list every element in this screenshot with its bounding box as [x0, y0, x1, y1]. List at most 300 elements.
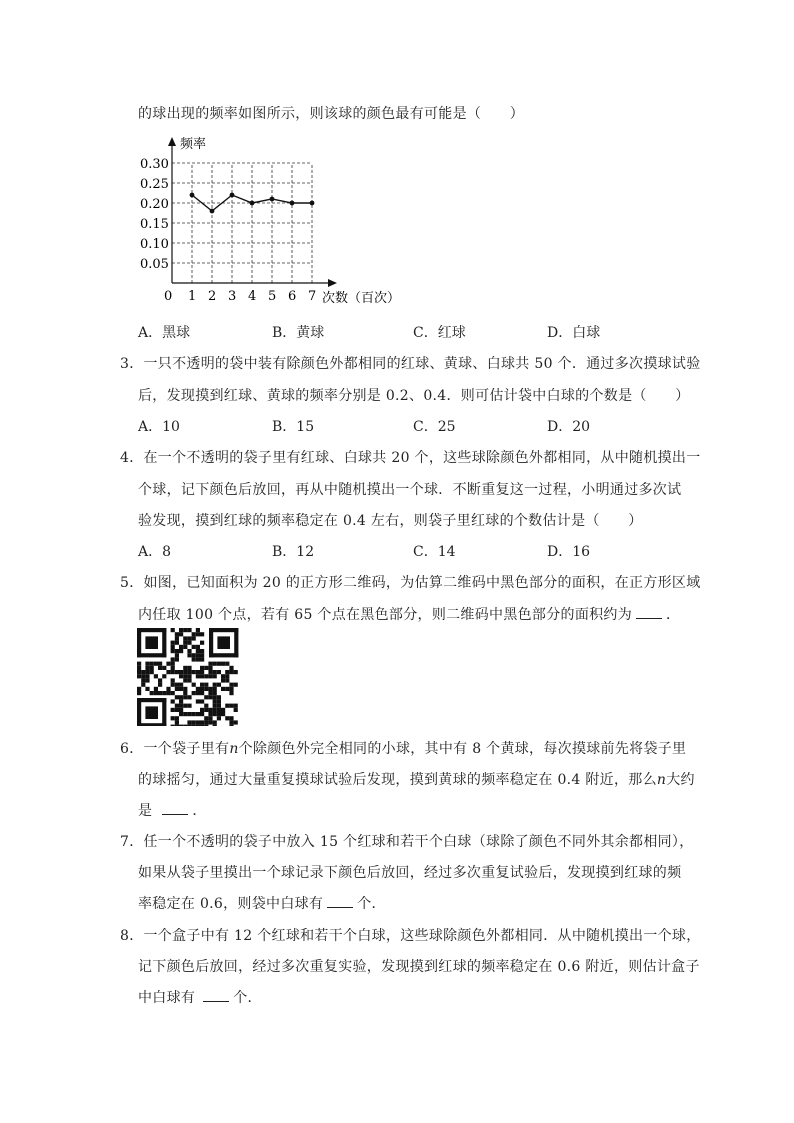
qr-finder — [209, 628, 213, 657]
qr-module — [183, 725, 187, 726]
qr-module — [192, 691, 196, 695]
q7-line3-end: 个． — [357, 896, 386, 912]
qr-module — [196, 645, 200, 649]
qr-module — [217, 662, 221, 666]
q6-line1-text: 6．一个袋子里有 — [120, 741, 230, 757]
qr-module — [137, 666, 141, 670]
qr-module — [171, 691, 175, 695]
qr-module — [221, 712, 225, 716]
q2-option-a: A．黑球 — [138, 325, 191, 341]
qr-module — [158, 678, 162, 682]
qr-module — [171, 641, 175, 645]
qr-module — [208, 670, 212, 674]
q8-line2: 记下颜色后放回，经过多次重复实验，发现摸到红球的频率稳定在 0.6 附近，则估计盒子 — [138, 959, 700, 975]
qr-finder — [137, 698, 141, 726]
qr-module — [208, 708, 212, 712]
x-tick-label: 5 — [268, 289, 277, 304]
qr-module — [221, 674, 225, 678]
data-point — [250, 201, 255, 206]
q5-line2 — [138, 604, 680, 624]
qr-module — [200, 657, 204, 661]
q3-option-b: B．15 — [272, 419, 315, 435]
qr-module — [179, 649, 183, 653]
qr-module — [154, 674, 158, 678]
qr-module — [217, 712, 221, 716]
answer-blank — [636, 606, 662, 619]
qr-module — [145, 674, 149, 678]
qr-module — [217, 699, 221, 703]
qr-module — [229, 725, 233, 726]
q6-variable-n: n — [656, 772, 667, 788]
qr-module — [196, 712, 200, 716]
qr-module — [162, 666, 166, 670]
qr-module — [192, 712, 196, 716]
qr-module — [158, 691, 162, 695]
qr-module — [179, 628, 183, 632]
data-point — [270, 197, 275, 202]
q4-option-a: A．8 — [138, 544, 172, 560]
qr-module — [200, 670, 204, 674]
qr-module — [217, 695, 221, 699]
qr-module — [175, 716, 179, 720]
qr-module — [208, 720, 212, 724]
qr-module — [213, 683, 217, 687]
qr-module — [166, 691, 170, 695]
qr-module — [171, 683, 175, 687]
qr-module — [187, 666, 191, 670]
qr-module — [200, 683, 204, 687]
qr-module — [179, 695, 183, 699]
qr-module — [200, 687, 204, 691]
qr-module — [137, 662, 141, 666]
qr-module — [179, 712, 183, 716]
qr-module — [187, 725, 191, 726]
qr-module — [166, 687, 170, 691]
x-tick-label: 4 — [248, 289, 257, 304]
qr-module — [171, 670, 175, 674]
qr-module — [141, 678, 145, 682]
qr-module — [196, 674, 200, 678]
qr-module — [183, 636, 187, 640]
qr-module — [221, 662, 225, 666]
qr-module — [217, 704, 221, 708]
qr-module — [204, 674, 208, 678]
q4-option-c: C．14 — [413, 544, 456, 560]
qr-module — [200, 666, 204, 670]
qr-module — [175, 657, 179, 661]
chart-ylabel: 频率 — [180, 137, 207, 152]
qr-finder — [137, 628, 141, 657]
x-tick-label: 6 — [288, 289, 297, 304]
qr-module — [183, 628, 187, 632]
qr-module — [192, 725, 196, 726]
qr-module — [196, 725, 200, 726]
q5-line2-text: 内任取 100 个点，若有 65 个点在黑色部分，则二维码中黑色部分的面积约为 — [138, 607, 633, 623]
qr-module — [196, 649, 200, 653]
qr-module — [229, 704, 233, 708]
q2-option-c: C．红球 — [413, 325, 466, 341]
qr-module — [179, 699, 183, 703]
qr-module — [141, 670, 145, 674]
qr-module — [192, 657, 196, 661]
qr-module — [154, 662, 158, 666]
qr-module — [187, 628, 191, 632]
y-tick-label: 0.30 — [140, 157, 169, 172]
q3-option-d: D．20 — [547, 419, 591, 435]
qr-module — [175, 632, 179, 636]
qr-module — [183, 691, 187, 695]
qr-module — [196, 670, 200, 674]
data-point — [230, 193, 235, 198]
qr-module — [213, 708, 217, 712]
qr-module — [171, 678, 175, 682]
y-axis-arrow — [168, 137, 176, 146]
qr-finder — [234, 628, 238, 657]
x-axis-arrow — [328, 279, 337, 287]
qr-module — [208, 674, 212, 678]
qr-finder — [162, 628, 166, 657]
q6-line2 — [138, 769, 695, 789]
qr-module — [213, 712, 217, 716]
qr-module — [183, 695, 187, 699]
qr-module — [137, 687, 141, 691]
q2-option-b: B．黄球 — [272, 325, 325, 341]
qr-module — [229, 716, 233, 720]
qr-module — [213, 695, 217, 699]
qr-module — [187, 636, 191, 640]
qr-module — [150, 662, 154, 666]
q8-line3 — [138, 987, 262, 1007]
qr-module — [229, 720, 233, 724]
qr-module — [192, 632, 196, 636]
qr-module — [204, 683, 208, 687]
q6-line3-end: ． — [192, 803, 207, 819]
qr-module — [175, 670, 179, 674]
qr-module — [187, 641, 191, 645]
qr-module — [187, 674, 191, 678]
qr-module — [137, 670, 141, 674]
qr-module — [179, 632, 183, 636]
q6-line3-text: 是 — [138, 803, 153, 819]
qr-module — [204, 725, 208, 726]
frequency-line-chart — [132, 130, 422, 310]
qr-module — [234, 708, 238, 712]
chart-grid — [172, 163, 312, 283]
q4-line3: 验发现，摸到红球的频率稳定在 0.4 左右，则袋子里红球的个数估计是（ ） — [138, 513, 643, 529]
chart-xlabel: 次数（百次） — [322, 291, 401, 306]
qr-module — [196, 653, 200, 657]
qr-module — [192, 720, 196, 724]
qr-module — [208, 712, 212, 716]
qr-module — [171, 645, 175, 649]
qr-module — [183, 687, 187, 691]
qr-module — [175, 687, 179, 691]
qr-module — [175, 636, 179, 640]
qr-module — [221, 678, 225, 682]
qr-module — [183, 645, 187, 649]
qr-module — [158, 683, 162, 687]
qr-module — [204, 708, 208, 712]
data-point — [190, 193, 195, 198]
qr-module — [141, 674, 145, 678]
data-point — [290, 201, 295, 206]
qr-finder — [145, 706, 158, 719]
qr-module — [171, 649, 175, 653]
q7-line1: 7．任一个不透明的袋子中放入 15 个红球和若干个白球（球除了颜色不同外其余都相同）， — [120, 834, 694, 850]
qr-module — [229, 683, 233, 687]
qr-module — [162, 674, 166, 678]
q6-line2-text: 的球摇匀，通过大量重复摸球试验后发现，摸到黄球的频率稳定在 0.4 附近，那么 — [138, 772, 657, 788]
qr-module — [213, 699, 217, 703]
qr-module — [183, 704, 187, 708]
qr-module — [225, 704, 229, 708]
qr-module — [183, 674, 187, 678]
qr-module — [183, 641, 187, 645]
qr-module — [225, 678, 229, 682]
qr-module — [171, 666, 175, 670]
qr-module — [179, 670, 183, 674]
qr-finder — [137, 628, 166, 632]
qr-module — [196, 699, 200, 703]
qr-module — [196, 657, 200, 661]
qr-module — [225, 674, 229, 678]
qr-module — [196, 720, 200, 724]
qr-module — [175, 704, 179, 708]
qr-module — [200, 720, 204, 724]
qr-module — [204, 720, 208, 724]
qr-module — [141, 683, 145, 687]
qr-module — [225, 716, 229, 720]
qr-module — [200, 653, 204, 657]
qr-module — [221, 708, 225, 712]
qr-module — [192, 653, 196, 657]
qr-module — [150, 666, 154, 670]
q6-line2-rest: 大约 — [666, 772, 695, 788]
qr-module — [166, 670, 170, 674]
qr-module — [213, 674, 217, 678]
qr-module — [175, 725, 179, 726]
qr-module — [229, 670, 233, 674]
qr-module — [171, 725, 175, 726]
qr-module — [192, 636, 196, 640]
qr-module — [171, 628, 175, 632]
q5-line1: 5．如图，已知面积为 20 的正方形二维码，为估算二维码中黑色部分的面积，在正方形区域 — [120, 575, 701, 591]
qr-module — [234, 704, 238, 708]
qr-module — [175, 653, 179, 657]
qr-module — [196, 628, 200, 632]
qr-module — [208, 662, 212, 666]
qr-module — [145, 687, 149, 691]
qr-module — [154, 691, 158, 695]
answer-blank — [162, 802, 188, 815]
qr-module — [192, 645, 196, 649]
qr-module — [213, 670, 217, 674]
qr-module — [204, 695, 208, 699]
q6-line1 — [120, 738, 686, 758]
qr-module — [187, 670, 191, 674]
q3-line2: 后，发现摸到红球、黄球的频率分别是 0.2、0.4．则可估计袋中白球的个数是（ ） — [138, 388, 690, 404]
qr-finder — [137, 698, 166, 702]
qr-module — [217, 716, 221, 720]
qr-module — [175, 720, 179, 724]
qr-module — [200, 649, 204, 653]
q8-line3-end: 个． — [233, 990, 262, 1006]
qr-finder — [137, 723, 166, 726]
q7-line2: 如果从袋子里摸出一个球记录下颜色后放回，经过多次重复试验后，发现摸到红球的频 — [138, 865, 682, 881]
qr-module — [200, 674, 204, 678]
qr-module — [229, 687, 233, 691]
answer-blank — [327, 895, 353, 908]
qr-module — [150, 691, 154, 695]
x-tick-label: 1 — [188, 289, 197, 304]
y-tick-label: 0.05 — [140, 257, 169, 272]
qr-module — [158, 666, 162, 670]
qr-finder — [162, 698, 166, 726]
y-tick-label: 0.10 — [140, 237, 169, 252]
qr-module — [183, 712, 187, 716]
qr-module — [200, 691, 204, 695]
qr-module — [217, 708, 221, 712]
qr-finder — [209, 628, 238, 632]
q3-line1: 3．一只不透明的袋中装有除颜色外都相同的红球、黄球、白球共 50 个．通过多次摸球试验 — [120, 356, 701, 372]
qr-module — [208, 716, 212, 720]
q8-line3-text: 中白球有 — [138, 990, 196, 1006]
qr-module — [187, 704, 191, 708]
qr-module — [179, 708, 183, 712]
qr-module — [137, 691, 141, 695]
qr-module — [187, 695, 191, 699]
q7-line3-text: 率稳定在 0.6，则袋中白球有 — [138, 896, 324, 912]
qr-module — [192, 683, 196, 687]
y-tick-label: 0.20 — [140, 197, 169, 212]
qr-module — [137, 674, 141, 678]
qr-module — [175, 683, 179, 687]
q4-option-b: B．12 — [272, 544, 315, 560]
qr-module — [192, 670, 196, 674]
qr-module — [225, 662, 229, 666]
qr-module — [200, 632, 204, 636]
q6-line3 — [138, 800, 207, 820]
qr-module — [158, 662, 162, 666]
qr-module — [187, 678, 191, 682]
q2-option-d: D．白球 — [547, 325, 601, 341]
qr-module — [234, 670, 238, 674]
qr-module — [204, 666, 208, 670]
qr-module — [150, 670, 154, 674]
qr-module — [175, 695, 179, 699]
y-tick-label: 0.15 — [140, 217, 169, 232]
qr-finder — [217, 636, 230, 649]
x-tick-label: 3 — [228, 289, 237, 304]
qr-module — [183, 666, 187, 670]
qr-module — [175, 649, 179, 653]
qr-module — [175, 641, 179, 645]
qr-module — [171, 716, 175, 720]
qr-module — [217, 683, 221, 687]
q7-line3 — [138, 893, 386, 913]
qr-module — [213, 691, 217, 695]
y-tick-label: 0.25 — [140, 177, 169, 192]
qr-module — [200, 712, 204, 716]
chart-tick-labels — [140, 157, 316, 304]
qr-module — [225, 670, 229, 674]
qr-module — [213, 662, 217, 666]
qr-module — [187, 720, 191, 724]
qr-module — [200, 699, 204, 703]
qr-module — [179, 704, 183, 708]
qr-module — [213, 704, 217, 708]
qr-module — [145, 662, 149, 666]
qr-module — [171, 708, 175, 712]
qr-module — [234, 683, 238, 687]
qr-module — [204, 704, 208, 708]
qr-module — [196, 632, 200, 636]
qr-module — [213, 720, 217, 724]
x-tick-label: 7 — [308, 289, 317, 304]
qr-module — [179, 674, 183, 678]
qr-module — [221, 687, 225, 691]
qr-module — [204, 687, 208, 691]
qr-code-image — [137, 628, 239, 726]
q4-line1: 4．在一个不透明的袋子里有红球、白球共 20 个，这些球除颜色外都相同，从中随机摸出一 — [120, 450, 701, 466]
qr-module — [179, 683, 183, 687]
q2-text: 的球出现的频率如图所示，则该球的颜色最有可能是（ ） — [138, 106, 525, 122]
qr-module — [183, 678, 187, 682]
qr-module — [225, 687, 229, 691]
qr-finder — [209, 653, 238, 657]
q3-option-a: A．10 — [138, 419, 180, 435]
data-point — [210, 209, 215, 214]
qr-module — [208, 691, 212, 695]
qr-module — [145, 670, 149, 674]
qr-module — [229, 691, 233, 695]
qr-module — [196, 687, 200, 691]
qr-module — [179, 725, 183, 726]
q5-line2-end: ． — [666, 607, 681, 623]
answer-blank — [203, 989, 229, 1002]
qr-module — [187, 653, 191, 657]
qr-module — [145, 678, 149, 682]
q4-line2: 个球，记下颜色后放回，再从中随机摸出一个球．不断重复这一过程，小明通过多次试 — [138, 482, 682, 498]
qr-module — [234, 720, 238, 724]
qr-module — [166, 662, 170, 666]
qr-module — [162, 691, 166, 695]
qr-module — [145, 666, 149, 670]
qr-module — [200, 725, 204, 726]
data-point — [310, 201, 315, 206]
qr-finder — [145, 636, 158, 649]
qr-module — [208, 687, 212, 691]
qr-module — [175, 708, 179, 712]
qr-module — [208, 666, 212, 670]
qr-module — [179, 687, 183, 691]
chart-origin-label: 0 — [164, 289, 173, 304]
x-tick-label: 2 — [208, 289, 217, 304]
qr-finder — [137, 653, 166, 657]
qr-module — [179, 645, 183, 649]
qr-module — [187, 712, 191, 716]
qr-module — [213, 687, 217, 691]
qr-module — [208, 695, 212, 699]
qr-module — [171, 699, 175, 703]
qr-module — [217, 670, 221, 674]
q3-option-c: C．25 — [413, 419, 456, 435]
q8-line1: 8．一个盒子中有 12 个红球和若干个白球，这些球除颜色外都相同．从中随机摸出一个球， — [120, 928, 701, 944]
qr-module — [154, 687, 158, 691]
qr-module — [204, 716, 208, 720]
qr-module — [200, 641, 204, 645]
q4-option-d: D．16 — [547, 544, 591, 560]
